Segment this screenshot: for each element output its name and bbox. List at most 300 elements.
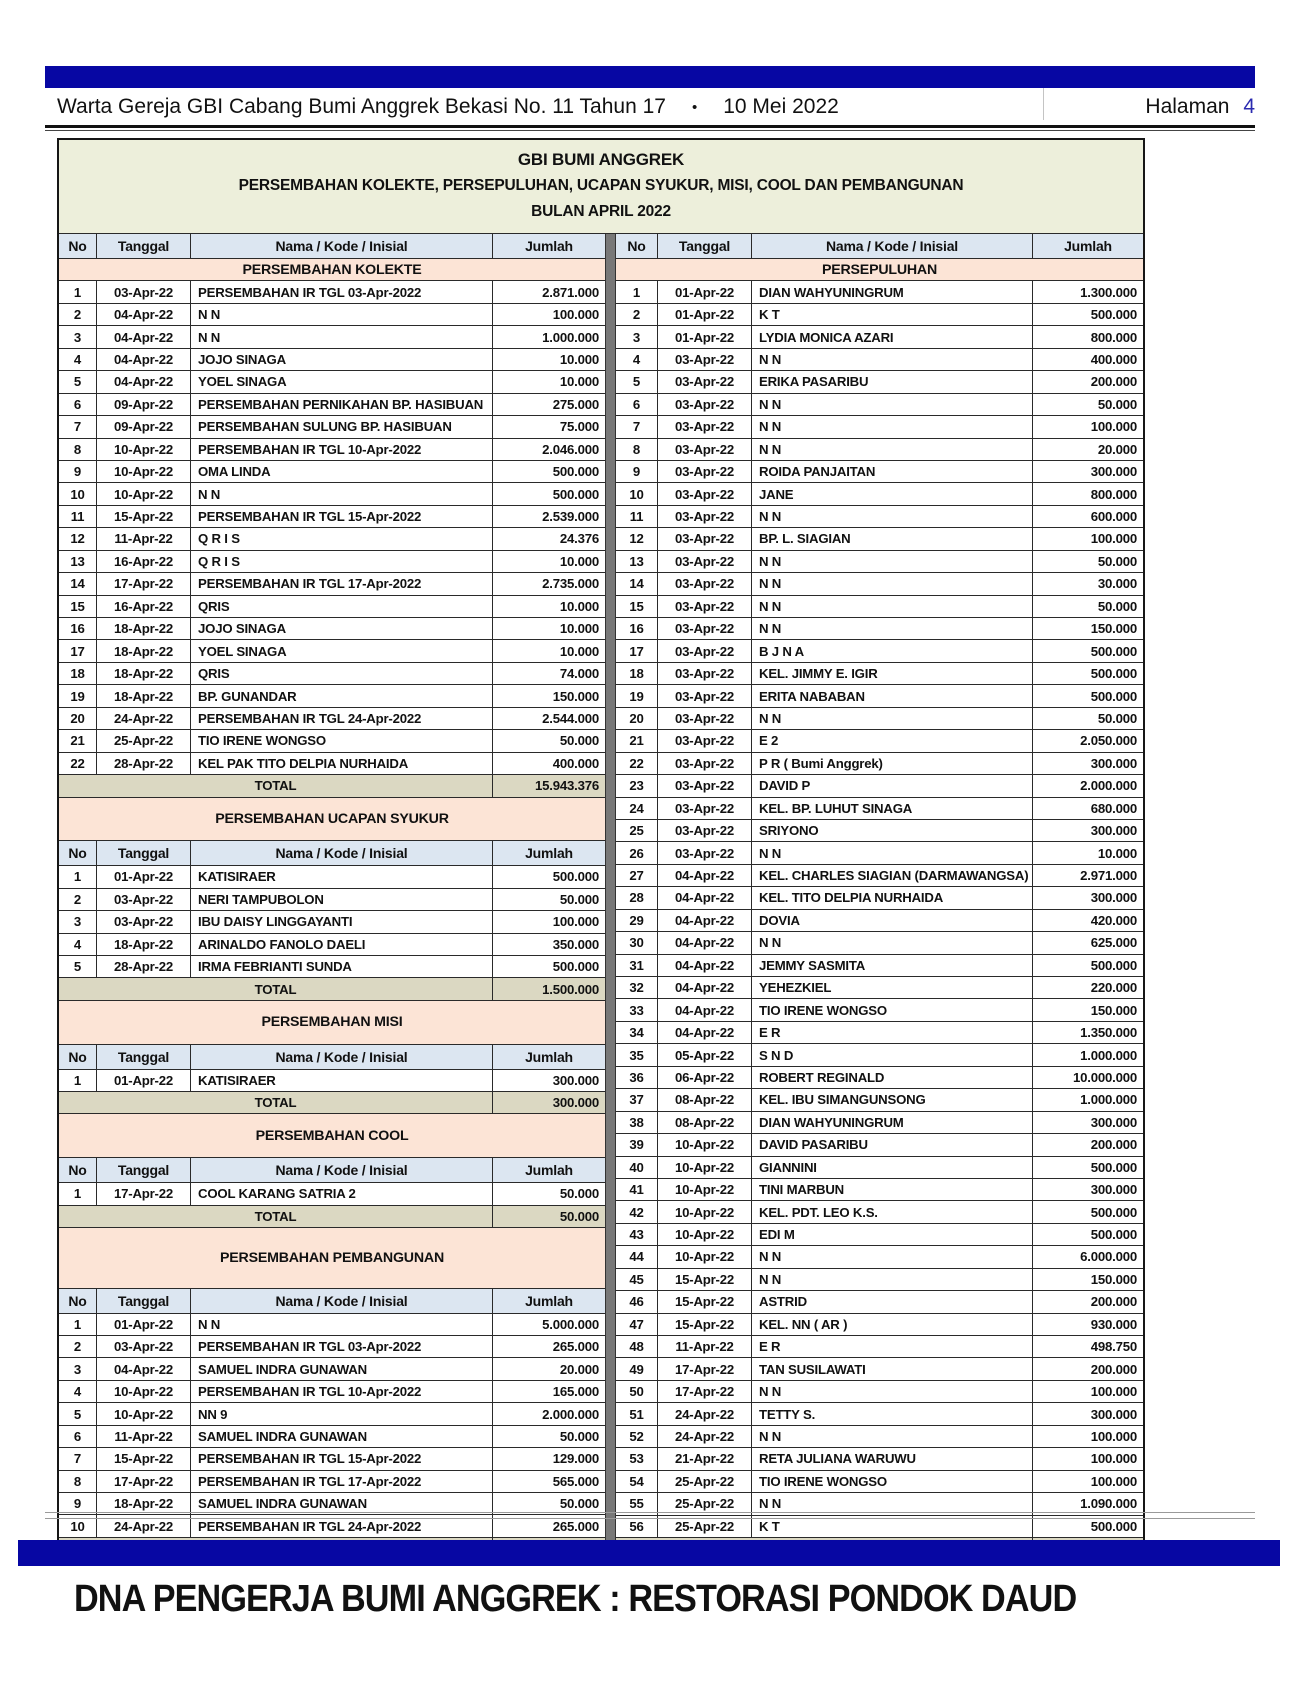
cell-nama: N N [752, 708, 1033, 729]
table-row [616, 394, 1143, 416]
table-row [59, 528, 605, 550]
cell-no: 27 [616, 865, 658, 886]
total-row [59, 978, 605, 1000]
cell-nama: KEL PAK TITO DELPIA NURHAIDA [191, 753, 493, 774]
cell-tanggal: 04-Apr-22 [658, 887, 752, 908]
cell-nama: TETTY S. [752, 1403, 1033, 1424]
section-title: PERSEMBAHAN UCAPAN SYUKUR [59, 798, 605, 842]
cell-no: 3 [59, 1358, 97, 1379]
cell-jumlah: 165.000 [552, 1384, 599, 1400]
cell-nama: DIAN WAHYUNINGRUM [752, 1112, 1033, 1133]
column-header-tanggal: Tanggal [97, 1289, 191, 1313]
cell-nama: PERSEMBAHAN IR TGL 10-Apr-2022 [191, 1381, 493, 1402]
cell-no: 22 [59, 753, 97, 774]
cell-jumlah: 100.000 [1090, 1428, 1137, 1444]
cell-nama: PERSEMBAHAN SULUNG BP. HASIBUAN [191, 416, 493, 437]
cell-nama: KEL. CHARLES SIAGIAN (DARMAWANGSA) [752, 865, 1033, 886]
cell-jumlah: 74.000 [559, 666, 599, 682]
cell-tanggal: 03-Apr-22 [658, 730, 752, 751]
column-header-jumlah: Jumlah [525, 1048, 573, 1065]
cell-tanggal: 03-Apr-22 [658, 483, 752, 504]
cell-jumlah: 2.735.000 [542, 576, 599, 592]
total-label: TOTAL [59, 978, 493, 999]
table-row [616, 1246, 1143, 1268]
cell-jumlah: 300.000 [1090, 1114, 1137, 1130]
table-row [616, 663, 1143, 685]
cell-nama: KEL. JIMMY E. IGIR [752, 663, 1033, 684]
cell-tanggal: 10-Apr-22 [658, 1224, 752, 1245]
section-title: PERSEPULUHAN [616, 259, 1143, 281]
table-row [616, 1269, 1143, 1291]
footer-rule-2 [45, 1518, 1255, 1519]
cell-tanggal: 15-Apr-22 [658, 1269, 752, 1290]
cell-nama: JEMMY SASMITA [752, 955, 1033, 976]
cell-no: 51 [616, 1403, 658, 1424]
table-row [616, 820, 1143, 842]
cell-jumlah: 500.000 [1090, 666, 1137, 682]
cell-no: 13 [59, 551, 97, 572]
cell-tanggal: 03-Apr-22 [658, 416, 752, 437]
cell-jumlah: 50.000 [559, 733, 599, 749]
cell-no: 39 [616, 1134, 658, 1155]
cell-nama: BP. L. SIAGIAN [752, 528, 1033, 549]
cell-nama: KEL. IBU SIMANGUNSONG [752, 1089, 1033, 1110]
cell-nama: PERSEMBAHAN IR TGL 24-Apr-2022 [191, 708, 493, 729]
cell-nama: EDI M [752, 1224, 1033, 1245]
table-row [59, 911, 605, 933]
cell-nama: N N [752, 1381, 1033, 1402]
table-row [616, 1336, 1143, 1358]
cell-no: 56 [616, 1516, 658, 1537]
cell-nama: TIO IRENE WONGSO [191, 730, 493, 751]
cell-no: 6 [59, 1426, 97, 1447]
table-row [59, 506, 605, 528]
cell-no: 35 [616, 1044, 658, 1065]
cell-nama: N N [191, 304, 493, 325]
cell-jumlah: 150.000 [552, 688, 599, 704]
table-row [616, 753, 1143, 775]
cell-tanggal: 18-Apr-22 [97, 618, 191, 639]
cell-jumlah: 625.000 [1090, 935, 1137, 951]
cell-no: 33 [616, 999, 658, 1020]
cell-nama: SAMUEL INDRA GUNAWAN [191, 1493, 493, 1514]
cell-jumlah: 500.000 [1090, 643, 1137, 659]
cell-nama: Q R I S [191, 528, 493, 549]
section-title: PERSEMBAHAN COOL [59, 1114, 605, 1158]
table-row [59, 551, 605, 573]
column-header-row [616, 234, 1143, 259]
column-header-nama: Nama / Kode / Inisial [191, 234, 493, 258]
cell-tanggal: 15-Apr-22 [658, 1314, 752, 1335]
cell-jumlah: 30.000 [1097, 576, 1137, 592]
table-row [59, 461, 605, 483]
cell-jumlah: 100.000 [552, 914, 599, 930]
cell-nama: YOEL SINAGA [191, 640, 493, 661]
column-header-nama: Nama / Kode / Inisial [752, 234, 1033, 258]
cell-no: 2 [59, 304, 97, 325]
cell-tanggal: 10-Apr-22 [97, 1381, 191, 1402]
cell-no: 12 [59, 528, 97, 549]
cell-no: 54 [616, 1471, 658, 1492]
column-header-no: No [59, 841, 97, 865]
header-rule-thick [45, 125, 1255, 128]
cell-jumlah: 500.000 [552, 464, 599, 480]
table-row [59, 483, 605, 505]
cell-no: 32 [616, 977, 658, 998]
cell-tanggal: 03-Apr-22 [658, 573, 752, 594]
column-header-jumlah: Jumlah [1064, 238, 1112, 254]
cell-jumlah: 10.000 [1097, 845, 1137, 861]
report-title-church: GBI BUMI ANGGREK [517, 150, 685, 169]
table-row [59, 934, 605, 956]
cell-jumlah: 5.000.000 [542, 1316, 599, 1332]
column-header-row [59, 1289, 605, 1314]
cell-jumlah: 10.000 [559, 598, 599, 614]
cell-no: 5 [59, 956, 97, 977]
cell-no: 36 [616, 1067, 658, 1088]
cell-jumlah: 500.000 [552, 869, 599, 885]
cell-tanggal: 21-Apr-22 [658, 1448, 752, 1469]
cell-jumlah: 100.000 [1090, 1473, 1137, 1489]
cell-nama: ERIKA PASARIBU [752, 371, 1033, 392]
cell-nama: DOVIA [752, 910, 1033, 931]
cell-no: 10 [59, 1515, 97, 1536]
cell-tanggal: 01-Apr-22 [97, 1070, 191, 1091]
cell-jumlah: 498.750 [1090, 1339, 1137, 1355]
cell-nama: SAMUEL INDRA GUNAWAN [191, 1426, 493, 1447]
cell-no: 1 [59, 1070, 97, 1091]
table-row [59, 685, 605, 707]
cell-jumlah: 2.000.000 [1080, 778, 1137, 794]
table-row [616, 1291, 1143, 1313]
cell-nama: TAN SUSILAWATI [752, 1358, 1033, 1379]
table-row [616, 932, 1143, 954]
cell-jumlah: 300.000 [1090, 1406, 1137, 1422]
table-row [59, 573, 605, 595]
cell-no: 2 [59, 1336, 97, 1357]
cell-tanggal: 25-Apr-22 [658, 1493, 752, 1514]
total-label: TOTAL [59, 775, 493, 796]
column-header-jumlah: Jumlah [525, 845, 573, 862]
column-header-no: No [59, 1045, 97, 1069]
cell-no: 41 [616, 1179, 658, 1200]
cell-jumlah: 565.000 [552, 1473, 599, 1489]
cell-no: 10 [616, 483, 658, 504]
cell-nama: ROIDA PANJAITAN [752, 461, 1033, 482]
total-amount: 15.943.376 [493, 775, 605, 796]
cell-tanggal: 17-Apr-22 [658, 1381, 752, 1402]
cell-tanggal: 18-Apr-22 [97, 685, 191, 706]
cell-nama: N N [752, 439, 1033, 460]
cell-jumlah: 2.050.000 [1080, 733, 1137, 749]
cell-jumlah: 2.046.000 [542, 441, 599, 457]
cell-tanggal: 03-Apr-22 [658, 371, 752, 392]
report-title-subject: PERSEMBAHAN KOLEKTE, PERSEPULUHAN, UCAPAN SYUKUR, MISI, COOL DAN PEMBANGUNAN [238, 177, 964, 194]
cell-jumlah: 1.000.000 [542, 329, 599, 345]
cell-no: 5 [59, 1403, 97, 1424]
cell-no: 13 [616, 551, 658, 572]
cell-no: 19 [59, 685, 97, 706]
cell-nama: N N [191, 1314, 493, 1335]
cell-no: 23 [616, 775, 658, 796]
cell-nama: COOL KARANG SATRIA 2 [191, 1183, 493, 1204]
cell-jumlah: 1.300.000 [1080, 284, 1137, 300]
cell-nama: PERSEMBAHAN IR TGL 10-Apr-2022 [191, 439, 493, 460]
cell-no: 40 [616, 1157, 658, 1178]
total-amount: 300.000 [493, 1092, 605, 1113]
table-row [59, 1314, 605, 1336]
cell-no: 8 [59, 1471, 97, 1492]
table-row [616, 910, 1143, 932]
table-row [59, 596, 605, 618]
top-accent-bar [45, 66, 1255, 88]
table-row [59, 1358, 605, 1380]
cell-tanggal: 03-Apr-22 [658, 349, 752, 370]
cell-nama: DAVID P [752, 775, 1033, 796]
cell-jumlah: 10.000.000 [1072, 1069, 1137, 1085]
cell-jumlah: 100.000 [1090, 1451, 1137, 1467]
cell-jumlah: 50.000 [559, 1428, 599, 1444]
cell-tanggal: 28-Apr-22 [97, 753, 191, 774]
total-amount: 50.000 [493, 1206, 605, 1227]
table-row [59, 349, 605, 371]
bullet-separator: • [691, 98, 698, 116]
cell-tanggal: 11-Apr-22 [658, 1336, 752, 1357]
column-header-nama: Nama / Kode / Inisial [191, 1045, 493, 1069]
cell-tanggal: 03-Apr-22 [658, 798, 752, 819]
table-row [616, 1067, 1143, 1089]
cell-tanggal: 24-Apr-22 [658, 1426, 752, 1447]
table-row [59, 1448, 605, 1470]
cell-no: 5 [616, 371, 658, 392]
table-row [616, 416, 1143, 438]
cell-no: 4 [59, 349, 97, 370]
cell-no: 50 [616, 1381, 658, 1402]
cell-tanggal: 10-Apr-22 [658, 1246, 752, 1267]
cell-tanggal: 25-Apr-22 [658, 1516, 752, 1537]
cell-no: 11 [59, 506, 97, 527]
cell-tanggal: 04-Apr-22 [97, 371, 191, 392]
table-row [59, 304, 605, 326]
table-row [616, 439, 1143, 461]
cell-no: 49 [616, 1358, 658, 1379]
footer-rule-1 [45, 1512, 1255, 1513]
cell-no: 7 [616, 416, 658, 437]
column-header-tanggal: Tanggal [97, 234, 191, 258]
cell-tanggal: 16-Apr-22 [97, 596, 191, 617]
cell-no: 5 [59, 371, 97, 392]
table-row [616, 1044, 1143, 1066]
cell-nama: P R ( Bumi Anggrek) [752, 753, 1033, 774]
cell-jumlah: 350.000 [552, 936, 599, 952]
cell-tanggal: 15-Apr-22 [658, 1291, 752, 1312]
cell-no: 20 [59, 708, 97, 729]
table-row [616, 483, 1143, 505]
table-row [59, 1426, 605, 1448]
cell-nama: Q R I S [191, 551, 493, 572]
cell-nama: PERSEMBAHAN IR TGL 24-Apr-2022 [191, 1515, 493, 1536]
cell-tanggal: 06-Apr-22 [658, 1067, 752, 1088]
table-row [616, 842, 1143, 864]
cell-jumlah: 930.000 [1090, 1316, 1137, 1332]
cell-tanggal: 04-Apr-22 [658, 955, 752, 976]
table-row [616, 977, 1143, 999]
cell-jumlah: 300.000 [1090, 755, 1137, 771]
cell-jumlah: 220.000 [1090, 980, 1137, 996]
cell-no: 42 [616, 1201, 658, 1222]
cell-jumlah: 500.000 [1090, 1518, 1137, 1534]
cell-jumlah: 800.000 [1090, 486, 1137, 502]
cell-no: 1 [59, 281, 97, 302]
cell-nama: N N [752, 1426, 1033, 1447]
footer-slogan: DNA PENGERJA BUMI ANGGREK : RESTORASI PONDOK DAUD [74, 1578, 1077, 1620]
cell-tanggal: 03-Apr-22 [658, 528, 752, 549]
cell-jumlah: 680.000 [1090, 800, 1137, 816]
cell-nama: GIANNINI [752, 1157, 1033, 1178]
cell-no: 18 [59, 663, 97, 684]
cell-tanggal: 25-Apr-22 [658, 1471, 752, 1492]
cell-tanggal: 10-Apr-22 [658, 1179, 752, 1200]
table-row [616, 999, 1143, 1021]
cell-nama: KATISIRAER [191, 1070, 493, 1091]
cell-tanggal: 04-Apr-22 [658, 1022, 752, 1043]
table-row [59, 1471, 605, 1493]
table-row [616, 640, 1143, 662]
cell-jumlah: 2.971.000 [1080, 868, 1137, 884]
cell-no: 53 [616, 1448, 658, 1469]
cell-nama: PERSEMBAHAN IR TGL 03-Apr-2022 [191, 1336, 493, 1357]
cell-tanggal: 11-Apr-22 [97, 1426, 191, 1447]
cell-tanggal: 03-Apr-22 [658, 685, 752, 706]
cell-tanggal: 04-Apr-22 [658, 977, 752, 998]
report-title-block [59, 140, 1143, 234]
cell-jumlah: 500.000 [1090, 1204, 1137, 1220]
cell-tanggal: 10-Apr-22 [658, 1157, 752, 1178]
table-row [616, 1381, 1143, 1403]
cell-jumlah: 265.000 [552, 1339, 599, 1355]
cell-jumlah: 1.350.000 [1080, 1025, 1137, 1041]
cell-no: 7 [59, 1448, 97, 1469]
total-amount: 1.500.000 [493, 978, 605, 999]
cell-tanggal: 01-Apr-22 [97, 1314, 191, 1335]
table-row [616, 326, 1143, 348]
cell-no: 17 [59, 640, 97, 661]
cell-jumlah: 50.000 [1097, 710, 1137, 726]
cell-no: 8 [59, 439, 97, 460]
table-row [616, 596, 1143, 618]
table-row [616, 1201, 1143, 1223]
cell-no: 4 [616, 349, 658, 370]
cell-tanggal: 17-Apr-22 [97, 1183, 191, 1204]
cell-tanggal: 01-Apr-22 [658, 281, 752, 302]
tithes-table-right [616, 234, 1143, 1559]
table-row [59, 281, 605, 303]
total-row [59, 1206, 605, 1228]
cell-jumlah: 300.000 [1090, 1182, 1137, 1198]
cell-nama: KEL. NN ( AR ) [752, 1314, 1033, 1335]
cell-jumlah: 500.000 [1090, 688, 1137, 704]
cell-tanggal: 09-Apr-22 [97, 394, 191, 415]
cell-no: 16 [59, 618, 97, 639]
cell-tanggal: 03-Apr-22 [658, 618, 752, 639]
table-row [616, 1403, 1143, 1425]
cell-tanggal: 03-Apr-22 [97, 889, 191, 910]
cell-no: 14 [616, 573, 658, 594]
table-row [616, 1134, 1143, 1156]
cell-nama: PERSEMBAHAN IR TGL 15-Apr-2022 [191, 1448, 493, 1469]
cell-tanggal: 03-Apr-22 [658, 394, 752, 415]
cell-tanggal: 11-Apr-22 [97, 528, 191, 549]
cell-tanggal: 04-Apr-22 [97, 304, 191, 325]
cell-no: 48 [616, 1336, 658, 1357]
cell-no: 2 [59, 889, 97, 910]
cell-tanggal: 03-Apr-22 [658, 439, 752, 460]
cell-tanggal: 24-Apr-22 [97, 708, 191, 729]
cell-nama: IRMA FEBRIANTI SUNDA [191, 956, 493, 977]
cell-nama: SAMUEL INDRA GUNAWAN [191, 1358, 493, 1379]
cell-no: 3 [59, 326, 97, 347]
cell-no: 18 [616, 663, 658, 684]
cell-jumlah: 6.000.000 [1080, 1249, 1137, 1265]
cell-no: 1 [59, 1314, 97, 1335]
cell-tanggal: 04-Apr-22 [97, 326, 191, 347]
cell-no: 17 [616, 640, 658, 661]
cell-tanggal: 08-Apr-22 [658, 1112, 752, 1133]
cell-nama: DAVID PASARIBU [752, 1134, 1033, 1155]
cell-nama: E R [752, 1022, 1033, 1043]
report-title-month: BULAN APRIL 2022 [531, 203, 671, 220]
cell-jumlah: 800.000 [1090, 329, 1137, 345]
table-row [616, 1157, 1143, 1179]
total-label: TOTAL [59, 1206, 493, 1227]
cell-no: 28 [616, 887, 658, 908]
table-row [616, 775, 1143, 797]
cell-tanggal: 03-Apr-22 [658, 640, 752, 661]
cell-jumlah: 50.000 [559, 891, 599, 907]
cell-jumlah: 300.000 [1090, 823, 1137, 839]
cell-nama: B J N A [752, 640, 1033, 661]
cell-no: 34 [616, 1022, 658, 1043]
table-row [616, 1448, 1143, 1470]
cell-no: 8 [616, 439, 658, 460]
cell-nama: N N [752, 349, 1033, 370]
cell-nama: QRIS [191, 663, 493, 684]
cell-jumlah: 10.000 [559, 643, 599, 659]
table-row [59, 956, 605, 978]
cell-nama: YEHEZKIEL [752, 977, 1033, 998]
table-row [59, 1403, 605, 1425]
cell-tanggal: 03-Apr-22 [658, 820, 752, 841]
table-row [616, 573, 1143, 595]
cell-no: 25 [616, 820, 658, 841]
cell-jumlah: 50.000 [559, 1496, 599, 1512]
cell-tanggal: 03-Apr-22 [658, 842, 752, 863]
cell-nama: ERITA NABABAN [752, 685, 1033, 706]
cell-nama: RETA JULIANA WARUWU [752, 1448, 1033, 1469]
cell-nama: NERI TAMPUBOLON [191, 889, 493, 910]
column-header-no: No [59, 1158, 97, 1182]
table-row [616, 371, 1143, 393]
report-box [57, 138, 1145, 1561]
table-row [616, 461, 1143, 483]
cell-jumlah: 420.000 [1090, 912, 1137, 928]
cell-tanggal: 17-Apr-22 [97, 573, 191, 594]
cell-jumlah: 300.000 [552, 1072, 599, 1088]
column-header-nama: Nama / Kode / Inisial [191, 1289, 493, 1313]
cell-jumlah: 20.000 [1097, 441, 1137, 457]
cell-jumlah: 100.000 [1090, 531, 1137, 547]
table-row [59, 663, 605, 685]
